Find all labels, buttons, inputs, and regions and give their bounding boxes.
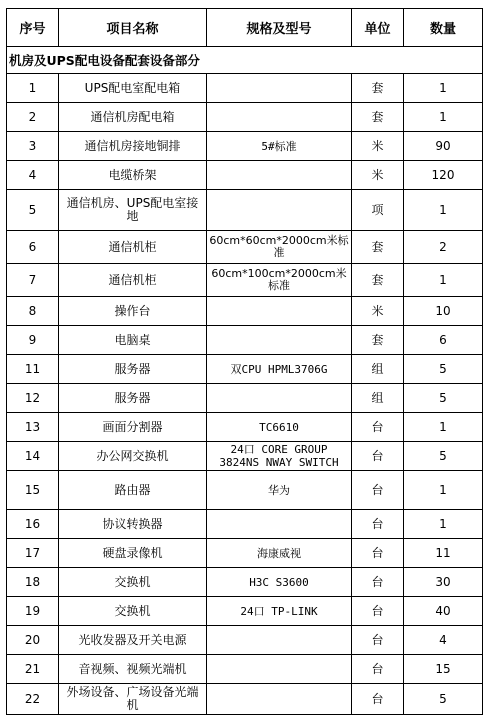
row-unit: 米 <box>352 297 404 326</box>
row-index: 13 <box>7 413 59 442</box>
row-quantity: 30 <box>404 568 483 597</box>
row-name: 音视频、视频光端机 <box>59 655 207 684</box>
row-spec: 24口 CORE GROUP 3824NS NWAY SWITCH <box>207 442 352 471</box>
row-name: 外场设备、广场设备光端机 <box>59 684 207 715</box>
row-name: 服务器 <box>59 355 207 384</box>
row-quantity: 1 <box>404 190 483 231</box>
table-row <box>7 442 483 471</box>
row-index: 2 <box>7 103 59 132</box>
table-row <box>7 568 483 597</box>
table-row <box>7 355 483 384</box>
row-spec <box>207 626 352 655</box>
row-spec <box>207 655 352 684</box>
row-index: 17 <box>7 539 59 568</box>
row-unit: 台 <box>352 442 404 471</box>
row-name: 硬盘录像机 <box>59 539 207 568</box>
row-spec <box>207 684 352 715</box>
row-unit: 套 <box>352 74 404 103</box>
row-unit: 台 <box>352 597 404 626</box>
row-unit: 米 <box>352 132 404 161</box>
row-spec: 华为 <box>207 471 352 510</box>
row-quantity: 5 <box>404 355 483 384</box>
row-quantity: 1 <box>404 413 483 442</box>
row-index: 3 <box>7 132 59 161</box>
row-unit: 台 <box>352 413 404 442</box>
row-unit: 套 <box>352 326 404 355</box>
row-index: 5 <box>7 190 59 231</box>
row-unit: 台 <box>352 684 404 715</box>
table-row <box>7 655 483 684</box>
row-index: 15 <box>7 471 59 510</box>
table-row <box>7 264 483 297</box>
row-quantity: 1 <box>404 264 483 297</box>
row-quantity: 1 <box>404 74 483 103</box>
row-quantity: 11 <box>404 539 483 568</box>
table-row <box>7 684 483 715</box>
section-title: 机房及UPS配电设备配套设备部分 <box>7 47 483 74</box>
row-quantity: 120 <box>404 161 483 190</box>
row-unit: 套 <box>352 103 404 132</box>
row-name: 交换机 <box>59 568 207 597</box>
row-quantity: 40 <box>404 597 483 626</box>
table-row <box>7 297 483 326</box>
table-row <box>7 161 483 190</box>
row-spec: H3C S3600 <box>207 568 352 597</box>
row-quantity: 4 <box>404 626 483 655</box>
row-name: 通信机柜 <box>59 231 207 264</box>
row-spec: 5#标准 <box>207 132 352 161</box>
row-quantity: 2 <box>404 231 483 264</box>
row-unit: 套 <box>352 231 404 264</box>
row-unit: 组 <box>352 355 404 384</box>
row-spec <box>207 510 352 539</box>
row-unit: 套 <box>352 264 404 297</box>
row-name: UPS配电室配电箱 <box>59 74 207 103</box>
table-row <box>7 132 483 161</box>
row-unit: 台 <box>352 471 404 510</box>
row-spec: 24口 TP-LINK <box>207 597 352 626</box>
row-spec <box>207 326 352 355</box>
table-row <box>7 597 483 626</box>
row-index: 8 <box>7 297 59 326</box>
row-spec: 60cm*100cm*2000cm米标准 <box>207 264 352 297</box>
row-name: 交换机 <box>59 597 207 626</box>
header-unit: 单位 <box>352 9 404 47</box>
table-row <box>7 413 483 442</box>
row-quantity: 5 <box>404 684 483 715</box>
row-name: 电缆桥架 <box>59 161 207 190</box>
cropped-heading-strip <box>0 0 485 8</box>
table-row <box>7 103 483 132</box>
row-name: 光收发器及开关电源 <box>59 626 207 655</box>
row-spec: 双CPU HPML3706G <box>207 355 352 384</box>
table-row <box>7 74 483 103</box>
row-quantity: 1 <box>404 510 483 539</box>
row-name: 服务器 <box>59 384 207 413</box>
row-name: 通信机房接地铜排 <box>59 132 207 161</box>
row-index: 9 <box>7 326 59 355</box>
row-quantity: 5 <box>404 384 483 413</box>
row-index: 20 <box>7 626 59 655</box>
row-unit: 组 <box>352 384 404 413</box>
row-name: 办公网交换机 <box>59 442 207 471</box>
row-quantity: 10 <box>404 297 483 326</box>
row-spec: TC6610 <box>207 413 352 442</box>
table-row <box>7 384 483 413</box>
header-name: 项目名称 <box>59 9 207 47</box>
row-index: 12 <box>7 384 59 413</box>
table-row <box>7 539 483 568</box>
row-index: 18 <box>7 568 59 597</box>
row-quantity: 5 <box>404 442 483 471</box>
table-row <box>7 626 483 655</box>
row-unit: 台 <box>352 510 404 539</box>
table-row <box>7 326 483 355</box>
row-name: 通信机房、UPS配电室接地 <box>59 190 207 231</box>
row-spec <box>207 74 352 103</box>
row-quantity: 1 <box>404 471 483 510</box>
table-row <box>7 190 483 231</box>
row-spec: 60cm*60cm*2000cm米标准 <box>207 231 352 264</box>
row-spec <box>207 190 352 231</box>
header-quantity: 数量 <box>404 9 483 47</box>
row-index: 21 <box>7 655 59 684</box>
row-spec <box>207 103 352 132</box>
row-spec <box>207 161 352 190</box>
header-index: 序号 <box>7 9 59 47</box>
row-quantity: 15 <box>404 655 483 684</box>
row-index: 11 <box>7 355 59 384</box>
row-name: 通信机房配电箱 <box>59 103 207 132</box>
row-unit: 米 <box>352 161 404 190</box>
row-quantity: 90 <box>404 132 483 161</box>
row-name: 操作台 <box>59 297 207 326</box>
row-unit: 台 <box>352 568 404 597</box>
row-spec <box>207 297 352 326</box>
table-row <box>7 510 483 539</box>
row-index: 4 <box>7 161 59 190</box>
row-quantity: 6 <box>404 326 483 355</box>
row-index: 16 <box>7 510 59 539</box>
row-index: 7 <box>7 264 59 297</box>
row-name: 路由器 <box>59 471 207 510</box>
row-index: 19 <box>7 597 59 626</box>
row-unit: 台 <box>352 626 404 655</box>
table-row <box>7 471 483 510</box>
row-index: 14 <box>7 442 59 471</box>
section-row <box>7 47 483 74</box>
row-spec <box>207 384 352 413</box>
row-index: 6 <box>7 231 59 264</box>
row-name: 协议转换器 <box>59 510 207 539</box>
row-index: 1 <box>7 74 59 103</box>
row-quantity: 1 <box>404 103 483 132</box>
row-index: 22 <box>7 684 59 715</box>
header-spec: 规格及型号 <box>207 9 352 47</box>
table-header-row <box>7 9 483 47</box>
row-spec: 海康威视 <box>207 539 352 568</box>
row-unit: 项 <box>352 190 404 231</box>
equipment-table <box>6 8 483 715</box>
table-row <box>7 231 483 264</box>
row-unit: 台 <box>352 539 404 568</box>
row-unit: 台 <box>352 655 404 684</box>
row-name: 电脑桌 <box>59 326 207 355</box>
row-name: 通信机柜 <box>59 264 207 297</box>
row-name: 画面分割器 <box>59 413 207 442</box>
